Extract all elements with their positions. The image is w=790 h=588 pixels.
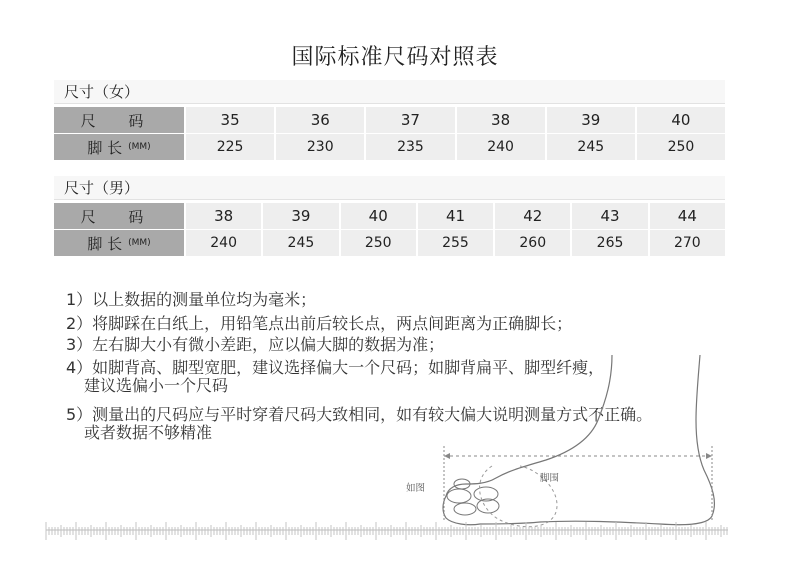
men-size-row xyxy=(54,203,725,229)
men-unit: (MM) xyxy=(128,238,151,248)
foot-width-label: 脚围 xyxy=(540,473,560,484)
note-2: 2）将脚踩在白纸上，用铅笔点出前后较长点，两点间距离为正确脚长； xyxy=(66,314,573,333)
men-length-cell: 240 xyxy=(186,230,261,256)
men-size-cell: 38 xyxy=(186,203,261,229)
men-length-row xyxy=(54,230,725,256)
women-length-cell: 250 xyxy=(637,134,725,160)
women-length-cell: 235 xyxy=(366,134,454,160)
note-4-cont: 建议选偏小一个尺码 xyxy=(84,376,229,395)
women-size-table xyxy=(54,80,725,160)
women-length-cell: 225 xyxy=(186,134,274,160)
toe xyxy=(477,499,499,513)
toe xyxy=(454,479,470,489)
men-heading: 尺寸（男） xyxy=(54,176,725,200)
men-size-cell: 44 xyxy=(650,203,725,229)
men-length-cell: 270 xyxy=(650,230,725,256)
women-length-cell: 240 xyxy=(457,134,545,160)
note-3: 3）左右脚大小有微小差距，应以偏大脚的数据为准； xyxy=(66,335,445,354)
men-size-label: 尺 码 xyxy=(54,203,184,229)
men-size-cell: 40 xyxy=(341,203,416,229)
men-length-cell: 250 xyxy=(341,230,416,256)
women-length-cell: 245 xyxy=(547,134,635,160)
men-length-cell: 255 xyxy=(418,230,493,256)
women-size-label: 尺 码 xyxy=(54,107,184,133)
men-size-cell: 41 xyxy=(418,203,493,229)
women-length-cell: 230 xyxy=(276,134,364,160)
women-unit: (MM) xyxy=(128,142,151,152)
as-shown-label: 如图 xyxy=(406,483,426,494)
note-1: 1）以上数据的测量单位均为毫米； xyxy=(66,290,317,309)
women-heading: 尺寸（女） xyxy=(54,80,725,104)
women-size-cell: 36 xyxy=(276,107,364,133)
note-5: 5）测量出的尺码应与平时穿着尺码大致相同，如有较大偏大说明测量方式不正确。 xyxy=(66,405,653,424)
women-size-cell: 40 xyxy=(637,107,725,133)
women-size-cell: 35 xyxy=(186,107,274,133)
men-size-table xyxy=(54,176,725,256)
arrow-right xyxy=(706,453,712,459)
men-length-cell: 265 xyxy=(572,230,647,256)
note-4: 4）如脚背高、脚型宽肥，建议选择偏大一个尺码；如脚背扁平、脚型纤瘦， xyxy=(66,358,605,377)
men-size-cell: 43 xyxy=(572,203,647,229)
toe xyxy=(474,487,498,501)
page-title: 国际标准尺码对照表 xyxy=(291,45,499,70)
men-length-label: 脚 长 xyxy=(87,234,123,253)
women-length-row xyxy=(54,134,725,160)
toe xyxy=(447,489,471,503)
men-length-cell: 245 xyxy=(263,230,338,256)
toe xyxy=(454,503,476,515)
arrow-left xyxy=(444,453,450,459)
women-size-cell: 38 xyxy=(457,107,545,133)
note-5-cont: 或者数据不够精准 xyxy=(84,423,213,442)
women-size-cell: 39 xyxy=(547,107,635,133)
men-length-label-cell xyxy=(54,230,184,256)
women-length-label-cell xyxy=(54,134,184,160)
men-size-cell: 39 xyxy=(263,203,338,229)
ruler xyxy=(46,522,728,540)
men-length-cell: 260 xyxy=(495,230,570,256)
men-size-cell: 42 xyxy=(495,203,570,229)
women-length-label: 脚 长 xyxy=(87,138,123,157)
women-size-cell: 37 xyxy=(366,107,454,133)
women-size-row xyxy=(54,107,725,133)
foot-outline xyxy=(443,355,714,525)
